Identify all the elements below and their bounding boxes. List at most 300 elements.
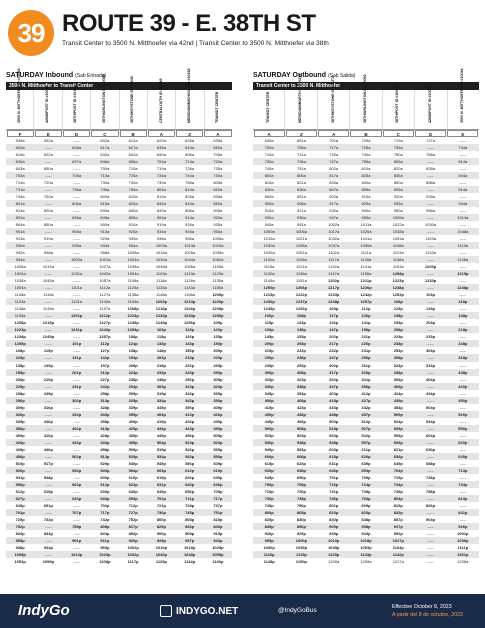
table-cell: 752p <box>128 516 138 522</box>
table-cell: 408p <box>296 397 306 403</box>
inbound-timepoint-letter: Z <box>176 130 203 137</box>
table-cell: 509p <box>128 446 138 452</box>
table-cell: 646a <box>100 159 110 165</box>
table-cell: 223p <box>296 348 306 354</box>
table-cell: 308p <box>296 369 306 375</box>
table-cell: 731a <box>15 187 25 193</box>
table-cell: 409p <box>128 418 138 424</box>
table-cell: 434p <box>425 390 436 396</box>
table-cell: ----- <box>427 383 434 389</box>
table-cell: 415p <box>264 404 274 410</box>
table-cell: 1056a <box>184 264 196 270</box>
table-row <box>6 326 232 333</box>
table-cell: 758p <box>72 523 82 529</box>
table-cell: 538p <box>296 439 306 445</box>
table-cell: ----- <box>427 481 434 487</box>
table-cell: 950a <box>213 229 223 235</box>
table-cell: 1145a <box>263 278 275 284</box>
table-cell: 1256p <box>183 320 196 326</box>
table-row <box>6 467 232 474</box>
table-cell: 713p <box>458 467 468 473</box>
table-cell: ----- <box>459 502 467 508</box>
table-cell: 901a <box>15 229 25 235</box>
table-cell: 915p <box>213 530 223 536</box>
table-cell: 203p <box>156 355 166 361</box>
table-cell: 554p <box>128 467 138 473</box>
table-cell: 1205p <box>212 292 224 298</box>
table-cell: 1154a <box>127 299 139 305</box>
table-cell: 339p <box>128 404 138 410</box>
table-cell: 1145a <box>42 306 54 312</box>
table-cell: 942a <box>15 250 25 256</box>
table-cell: 1035p <box>295 544 308 550</box>
table-cell: 1023p <box>99 551 111 557</box>
table-cell: 830a <box>264 187 274 193</box>
table-cell: 908p <box>185 530 195 536</box>
table-row <box>6 165 232 172</box>
table-cell: 944a <box>458 201 468 207</box>
table-cell: 626p <box>361 453 371 459</box>
table-cell: 700p <box>264 481 274 487</box>
table-cell: 518p <box>329 425 339 431</box>
table-cell: 426p <box>15 439 25 445</box>
table-cell: 248p <box>156 376 166 382</box>
table-cell: 1134p <box>184 558 196 564</box>
table-cell: 643a <box>15 166 25 172</box>
table-cell: 850a <box>213 201 223 207</box>
table-cell: 611p <box>361 446 371 452</box>
table-cell: 125p <box>15 355 25 361</box>
table-cell: 934a <box>156 229 166 235</box>
table-cell: 644a <box>185 145 195 151</box>
table-cell: ----- <box>45 159 52 165</box>
table-cell: 1133a <box>155 285 167 291</box>
table-cell: 920p <box>264 530 274 536</box>
table-cell: 215p <box>264 348 274 354</box>
table-row <box>253 537 479 544</box>
table-cell: 115p <box>264 320 274 326</box>
table-cell: 1243p <box>183 313 196 319</box>
table-cell: ----- <box>427 299 434 305</box>
indygo-logo: IndyGo <box>18 602 70 619</box>
table-row <box>253 263 479 270</box>
table-cell: 457p <box>361 411 371 417</box>
table-cell: 1030a <box>424 222 437 228</box>
table-cell: 113p <box>185 327 195 333</box>
table-cell: 1254p <box>127 327 139 333</box>
table-cell: 311p <box>361 362 371 368</box>
table-cell: 1108a <box>392 243 404 249</box>
table-cell: 809p <box>361 502 371 508</box>
table-cell: 1002p <box>127 544 139 550</box>
table-cell: 1248p <box>457 285 469 291</box>
table-cell: 1127a <box>99 292 111 298</box>
table-row <box>253 376 479 383</box>
table-cell: 617a <box>100 145 110 151</box>
table-cell: ----- <box>73 138 80 143</box>
outbound-timepoint-letter: C <box>383 130 414 137</box>
table-cell: 1036a <box>295 243 307 249</box>
table-row <box>6 509 232 516</box>
table-cell: ----- <box>427 257 434 263</box>
table-cell: ----- <box>73 376 80 382</box>
table-cell: 548p <box>43 474 53 480</box>
table-cell: 439p <box>15 446 25 452</box>
table-cell: 955p <box>264 537 274 543</box>
table-cell: 745p <box>264 502 274 508</box>
table-cell: 840a <box>128 208 138 214</box>
table-cell: ----- <box>427 544 434 550</box>
table-cell: 529p <box>100 460 110 466</box>
social-handle[interactable]: @IndyGoBus <box>278 607 317 614</box>
table-cell: 532p <box>72 467 82 473</box>
website-link[interactable]: INDYGO.NET <box>176 606 239 617</box>
table-row <box>253 200 479 207</box>
table-cell: 308p <box>393 355 403 361</box>
table-cell: 445p <box>264 418 274 424</box>
table-cell: 725a <box>128 173 138 179</box>
table-cell: 317p <box>329 369 339 375</box>
table-cell: 1202p <box>328 278 340 284</box>
table-cell: 347p <box>329 383 339 389</box>
table-cell: ----- <box>427 537 434 543</box>
table-cell: 817a <box>329 173 339 179</box>
table-cell: 325p <box>128 397 138 403</box>
table-cell: 1027p <box>392 537 404 543</box>
table-cell: 734p <box>393 481 403 487</box>
table-cell: 719p <box>393 474 403 480</box>
table-cell: 651p <box>43 502 53 508</box>
table-cell: 900p <box>329 523 339 529</box>
table-cell: 238p <box>128 376 138 382</box>
table-cell: 745a <box>100 187 110 193</box>
table-cell: 1015a <box>42 264 54 270</box>
table-cell: ----- <box>73 152 80 158</box>
table-cell: ----- <box>459 320 467 326</box>
table-cell: ----- <box>45 243 52 249</box>
table-cell: 734a <box>156 173 166 179</box>
table-cell: 1150a <box>212 285 224 291</box>
table-cell: ----- <box>73 194 80 200</box>
table-cell: 637a <box>72 159 82 165</box>
table-cell: ----- <box>73 250 80 256</box>
table-cell: 230p <box>264 355 274 361</box>
table-cell: 826p <box>15 530 25 536</box>
table-cell: 1219p <box>457 271 469 277</box>
table-cell: ----- <box>459 250 467 256</box>
table-cell: 603p <box>156 467 166 473</box>
table-cell: 730a <box>100 180 110 186</box>
table-cell: 821a <box>296 180 306 186</box>
table-row <box>253 551 479 558</box>
table-cell: 721p <box>156 502 166 508</box>
table-cell: 404p <box>156 411 166 417</box>
table-cell: 103p <box>156 327 166 333</box>
table-cell: 600p <box>100 474 110 480</box>
table-cell: 131p <box>72 355 82 361</box>
table-cell: 1250p <box>212 313 224 319</box>
outbound-timepoint-letter: A <box>318 130 349 137</box>
table-cell: 243p <box>185 369 195 375</box>
inbound-timepoint-letter: F <box>7 130 34 137</box>
table-row <box>6 312 232 319</box>
table-cell: 145p <box>264 334 274 340</box>
table-row <box>6 537 232 544</box>
table-cell: ----- <box>73 180 80 186</box>
table-cell: 1103a <box>155 271 167 277</box>
table-row <box>6 530 232 537</box>
table-cell: 649p <box>393 460 403 466</box>
table-cell: 348p <box>458 369 468 375</box>
table-cell: 1119a <box>457 243 469 249</box>
table-cell: 1018p <box>360 537 372 543</box>
table-cell: 505p <box>213 432 223 438</box>
table-cell: 449p <box>156 432 166 438</box>
table-cell: 940a <box>361 208 371 214</box>
table-cell: 739p <box>361 488 371 494</box>
table-row <box>6 495 232 502</box>
table-cell: 1025p <box>212 544 224 550</box>
table-cell: 208p <box>296 341 306 347</box>
table-cell: 1117a <box>328 257 339 263</box>
table-cell: ----- <box>73 502 80 508</box>
table-cell: 550p <box>458 425 468 431</box>
table-cell: 142p <box>100 355 110 361</box>
table-cell: 635a <box>213 138 223 143</box>
table-cell: 717a <box>329 145 339 151</box>
table-cell: 1145p <box>263 558 275 564</box>
table-cell: 620p <box>458 439 468 445</box>
outbound-timepoint-letter: B <box>350 130 381 137</box>
table-cell: 920a <box>213 215 223 221</box>
table-cell: 428p <box>100 432 110 438</box>
table-cell: 920a <box>393 194 403 200</box>
table-cell: ----- <box>73 348 80 354</box>
table-cell: 557p <box>361 439 371 445</box>
table-cell: 1005a <box>392 215 404 221</box>
table-cell: 751a <box>296 166 306 172</box>
table-cell: 701p <box>15 509 25 515</box>
table-cell: 640p <box>128 488 138 494</box>
table-cell: 156p <box>361 327 371 333</box>
table-cell: 130p <box>264 327 274 333</box>
table-cell: 1040p <box>155 551 168 557</box>
table-cell: 836a <box>72 215 82 221</box>
table-cell: 430p <box>264 411 274 417</box>
table-cell: 1008p <box>14 551 26 557</box>
table-row <box>253 369 479 376</box>
table-row <box>253 291 479 298</box>
table-cell: 619p <box>156 474 166 480</box>
table-cell: 1048p <box>183 551 196 557</box>
table-cell: 150p <box>213 341 223 347</box>
table-cell: 1151a <box>296 278 307 284</box>
table-cell: ----- <box>45 201 52 207</box>
table-row <box>6 249 232 256</box>
table-cell: 910a <box>361 194 371 200</box>
table-cell: 650a <box>213 145 223 151</box>
inbound-timepoint-letter: A <box>204 130 231 137</box>
table-row <box>253 495 479 502</box>
table-cell: 1010p <box>328 537 340 543</box>
table-cell: 640p <box>185 481 195 487</box>
table-cell: ----- <box>427 509 434 515</box>
table-cell: 1223p <box>14 327 26 333</box>
table-cell: 701p <box>329 474 339 480</box>
table-row <box>6 305 232 312</box>
table-cell: 747a <box>329 159 339 165</box>
table-cell: 138p <box>296 327 306 333</box>
table-cell: 700a <box>100 166 110 172</box>
table-cell: 1200a <box>328 558 340 564</box>
table-cell: ----- <box>45 145 52 151</box>
table-cell: ----- <box>73 362 80 368</box>
table-cell: 233p <box>425 334 436 340</box>
table-cell: 1217p <box>328 285 340 291</box>
table-cell: 844a <box>458 173 468 179</box>
table-cell: 504p <box>156 439 166 445</box>
table-cell: 915a <box>264 208 274 214</box>
table-cell: ----- <box>45 495 52 501</box>
table-cell: 433p <box>329 404 339 410</box>
table-cell: 1242p <box>360 292 372 298</box>
table-cell: 656a <box>185 152 195 158</box>
table-cell: 1253p <box>392 292 404 298</box>
table-cell: 630p <box>100 488 110 494</box>
table-cell: 631p <box>329 460 339 466</box>
table-cell: 746p <box>329 495 339 501</box>
table-cell: 1237p <box>295 299 308 305</box>
table-cell: 815p <box>213 516 223 522</box>
table-cell: 808p <box>100 523 110 529</box>
table-cell: 435p <box>213 418 223 424</box>
table-cell: 721a <box>296 152 306 158</box>
table-cell: 1133p <box>360 551 372 557</box>
table-cell: 914a <box>458 187 468 193</box>
table-row <box>6 228 232 235</box>
table-cell: 323p <box>296 376 306 382</box>
table-cell: 1226p <box>183 306 196 312</box>
table-row <box>6 347 232 354</box>
table-cell: 1245p <box>263 306 275 312</box>
table-cell: 423p <box>296 404 306 410</box>
table-cell: 633p <box>72 495 82 501</box>
table-cell: ----- <box>45 411 52 417</box>
table-cell: ----- <box>45 551 52 557</box>
table-cell: 612p <box>100 481 110 487</box>
table-cell: 1014a <box>457 215 469 221</box>
table-cell: 709p <box>361 474 371 480</box>
table-cell: 1156a <box>360 271 372 277</box>
table-cell: 356p <box>185 404 195 410</box>
table-cell: 553p <box>296 446 306 452</box>
table-cell: 1038a <box>127 264 139 270</box>
table-cell: ----- <box>73 488 80 494</box>
table-cell: 928a <box>426 194 435 200</box>
table-cell: 350p <box>213 397 223 403</box>
table-cell: ----- <box>427 551 434 557</box>
table-cell: 217p <box>329 341 339 347</box>
table-cell: 1151p <box>457 551 469 557</box>
table-cell: 253p <box>393 348 403 354</box>
table-cell: ----- <box>427 425 434 431</box>
table-cell: 245p <box>43 390 53 396</box>
table-cell: ----- <box>45 341 52 347</box>
table-cell: 706a <box>296 145 306 151</box>
table-cell: 825a <box>128 201 138 207</box>
table-cell: 707p <box>72 509 82 515</box>
table-cell: 801p <box>329 502 339 508</box>
table-cell: ----- <box>427 523 434 529</box>
table-cell: 1002a <box>71 257 83 263</box>
table-row <box>6 172 232 179</box>
table-cell: 201p <box>72 369 82 375</box>
table-cell: 233p <box>156 369 166 375</box>
table-cell: ----- <box>459 460 467 466</box>
table-cell: 1030p <box>263 544 275 550</box>
table-cell: 826a <box>185 194 195 200</box>
table-cell: 256p <box>361 355 371 361</box>
table-cell: 303p <box>156 383 166 389</box>
table-cell: 226p <box>361 341 371 347</box>
table-cell: ----- <box>459 222 467 228</box>
table-cell: 630p <box>425 446 436 452</box>
table-cell: 805a <box>393 159 403 165</box>
table-cell: 844a <box>15 222 25 228</box>
table-cell: 815a <box>100 201 110 207</box>
table-cell: 951a <box>296 222 306 228</box>
table-cell: 833p <box>43 530 53 536</box>
table-cell: 650a <box>156 152 166 158</box>
table-row <box>6 340 232 347</box>
table-cell: 1115a <box>43 292 54 298</box>
table-cell: 731p <box>329 488 339 494</box>
table-row <box>253 354 479 361</box>
table-cell: 450p <box>213 425 223 431</box>
table-cell: 1215p <box>42 320 55 326</box>
table-cell: 508p <box>296 425 306 431</box>
table-row <box>6 544 232 551</box>
table-cell: 1117p <box>127 558 139 564</box>
table-cell: ----- <box>73 334 80 340</box>
table-cell: 725p <box>15 516 25 522</box>
table-cell: ----- <box>427 271 434 277</box>
table-cell: 1048a <box>457 229 469 235</box>
table-cell: 1248p <box>155 320 168 326</box>
table-cell: 232p <box>329 348 339 354</box>
table-cell: 1255p <box>14 341 26 347</box>
table-row <box>6 319 232 326</box>
table-cell: 819p <box>393 502 403 508</box>
table-row <box>6 390 232 397</box>
table-cell: 600a <box>15 145 25 151</box>
table-cell: 504p <box>425 404 436 410</box>
table-cell: 800p <box>264 509 274 515</box>
outbound-column-header: 42ND/POST ID #10046 <box>415 90 447 129</box>
table-cell: 920p <box>128 537 138 543</box>
table-cell: 227p <box>100 376 110 382</box>
table-cell: 300p <box>264 369 274 375</box>
table-cell: 814a <box>185 187 195 193</box>
table-cell: 800a <box>100 194 110 200</box>
table-cell: 618p <box>43 488 53 494</box>
table-cell: ----- <box>459 474 467 480</box>
table-cell: 737p <box>213 502 223 508</box>
table-cell: 744a <box>185 173 195 179</box>
table-cell: 1053p <box>14 558 26 564</box>
table-cell: ----- <box>73 222 80 228</box>
table-cell: 1048a <box>155 264 167 270</box>
